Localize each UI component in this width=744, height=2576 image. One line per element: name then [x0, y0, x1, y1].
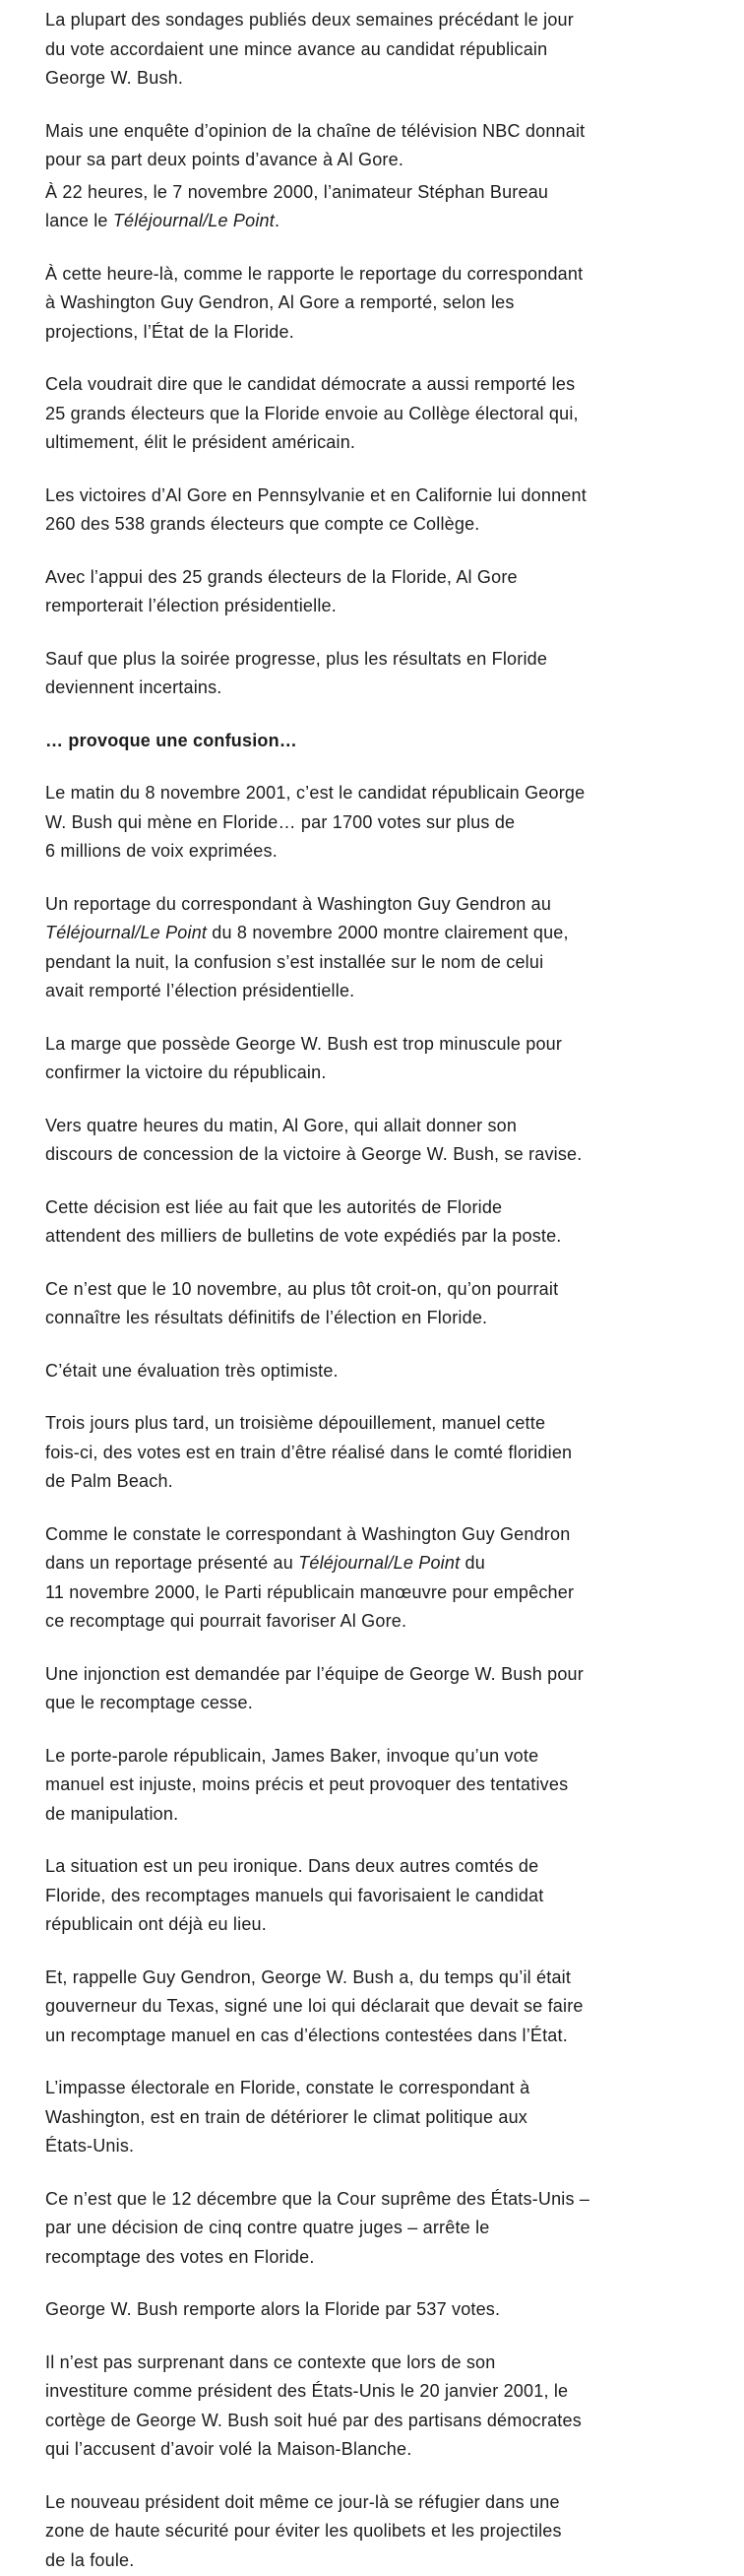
text-run: Ce n’est que le 12 décembre que la Cour suprême des États-Unis – — [45, 2188, 590, 2209]
article-paragraph — [45, 482, 707, 540]
article-paragraph — [45, 1030, 707, 1088]
text-run: ce recomptage qui pourrait favoriser Al Gore. — [45, 1611, 407, 1631]
text-run: La situation est un peu ironique. Dans deux autres comtés de — [45, 1856, 539, 1876]
text-run: du — [460, 1553, 485, 1573]
text-run: L’impasse électorale en Floride, constate le correspondant à — [45, 2078, 530, 2097]
article-paragraph — [45, 260, 707, 348]
text-run: confirmer la victoire du républicain. — [45, 1063, 327, 1082]
text-run: États-Unis. — [45, 2136, 135, 2156]
text-run: Vers quatre heures du matin, Al Gore, qui allait donner son — [45, 1115, 518, 1135]
text-run: pendant la nuit, la confusion s’est installée sur le nom de celui — [45, 951, 544, 972]
text-run: par une décision de cinq contre quatre juges – arrête le — [45, 2218, 490, 2237]
text-run: Comme le constate le correspondant à Washington Guy Gendron — [45, 1523, 571, 1544]
text-run: qui l’accusent d’avoir volé la Maison-Blanche. — [45, 2439, 412, 2459]
text-run: attendent des milliers de bulletins de vote expédiés par la poste. — [45, 1226, 562, 1246]
text-run: connaître les résultats définitifs de l’élection en Floride. — [45, 1308, 488, 1327]
article-paragraph — [45, 117, 707, 175]
italic-text-run: Téléjournal/Le Point — [45, 923, 208, 942]
text-run: pour sa part deux points d’avance à Al Gore. — [45, 150, 404, 169]
text-run: Et, rappelle Guy Gendron, George W. Bush a, du temps qu’il était — [45, 1966, 572, 1987]
text-run: George W. Bush remporte alors la Floride par 537 votes. — [45, 2299, 501, 2319]
text-run: 11 novembre 2000, le Parti républicain manœuvre pour empêcher — [45, 1581, 575, 1602]
article-paragraph — [45, 2185, 707, 2273]
article-paragraph — [45, 1852, 707, 1940]
text-run: remporterait l’élection présidentielle. — [45, 596, 337, 615]
text-run: de Palm Beach. — [45, 1471, 173, 1491]
article-paragraph — [45, 6, 707, 94]
text-run: Le nouveau président doit même ce jour-là se réfugier dans une — [45, 2491, 560, 2512]
text-run: Le matin du 8 novembre 2001, c’est le candidat républicain George — [45, 783, 586, 803]
article-paragraph — [45, 1193, 707, 1252]
text-run: zone de haute sécurité pour éviter les quolibets et les projectiles — [45, 2521, 562, 2541]
text-run: George W. Bush. — [45, 68, 184, 88]
text-run: À 22 heures, le 7 novembre 2000, l’animateur Stéphan Bureau — [45, 181, 549, 202]
text-run: fois-ci, des votes est en train d’être réalisé dans le comté floridien — [45, 1442, 573, 1462]
article-paragraph — [45, 1742, 707, 1830]
article-paragraph — [45, 1409, 707, 1497]
article-paragraph — [45, 2349, 707, 2465]
text-run: républicain ont déjà eu lieu. — [45, 1914, 267, 1934]
text-run: Floride, des recomptages manuels qui favorisaient le candidat — [45, 1885, 544, 1905]
article-paragraph — [45, 2295, 707, 2325]
article-paragraph — [45, 645, 707, 703]
text-run: Mais une enquête d’opinion de la chaîne de télévision NBC donnait — [45, 120, 586, 141]
text-run: Cette décision est liée au fait que les autorités de Floride — [45, 1196, 503, 1217]
article-paragraph — [45, 1112, 707, 1170]
article-paragraph — [45, 890, 707, 1006]
article-paragraph — [45, 1964, 707, 2051]
text-run: Trois jours plus tard, un troisième dépouillement, manuel cette — [45, 1413, 546, 1433]
article-paragraph — [45, 1520, 707, 1637]
article-paragraph — [45, 370, 707, 458]
text-run: Il n’est pas surprenant dans ce contexte que lors de son — [45, 2351, 496, 2372]
article-paragraph — [45, 178, 707, 236]
text-run: Les victoires d’Al Gore en Pennsylvanie et en Californie lui donnent — [45, 484, 587, 505]
article-paragraph — [45, 779, 707, 867]
text-run: lance le — [45, 211, 113, 230]
text-run: à Washington Guy Gendron, Al Gore a remporté, selon les — [45, 292, 515, 312]
text-run: Une injonction est demandée par l’équipe de George W. Bush pour — [45, 1663, 584, 1684]
text-run: de manipulation. — [45, 1803, 179, 1824]
section-heading — [45, 727, 707, 756]
text-run: manuel est injuste, moins précis et peut provoquer des tentatives — [45, 1774, 569, 1794]
text-run: Ce n’est que le 10 novembre, au plus tôt croit-on, qu’on pourrait — [45, 1278, 559, 1299]
italic-text-run: Téléjournal/Le Point — [112, 211, 275, 230]
text-run: cortège de George W. Bush soit hué par des partisans démocrates — [45, 2410, 582, 2430]
article-paragraph — [45, 2488, 707, 2576]
text-run: deviennent incertains. — [45, 677, 222, 697]
text-run: La plupart des sondages publiés deux semaines précédant le jour — [45, 10, 574, 30]
text-run: un recomptage manuel en cas d’élections contestées dans l’État. — [45, 2025, 568, 2045]
text-run: Le porte-parole républicain, James Baker, invoque qu’un vote — [45, 1745, 539, 1766]
article-paragraph — [45, 563, 707, 621]
text-run: de la foule. — [45, 2549, 135, 2570]
text-run: gouverneur du Texas, signé une loi qui déclarait que devait se faire — [45, 1996, 584, 2016]
italic-text-run: Téléjournal/Le Point — [298, 1553, 461, 1573]
text-run: projections, l’État de la Floride. — [45, 321, 294, 342]
text-run: 6 millions de voix exprimées. — [45, 841, 278, 861]
text-run: À cette heure-là, comme le rapporte le reportage du correspondant — [45, 263, 584, 284]
text-run: dans un reportage présenté au — [45, 1553, 299, 1573]
article-paragraph — [45, 2074, 707, 2161]
text-run: Sauf que plus la soirée progresse, plus les résultats en Floride — [45, 648, 548, 669]
text-run: du vote accordaient une mince avance au candidat républicain — [45, 38, 548, 59]
text-run: recomptage des votes en Floride. — [45, 2246, 315, 2267]
text-run: investiture comme président des États-Unis le 20 janvier 2001, le — [45, 2381, 569, 2401]
text-run: discours de concession de la victoire à George W. Bush, se ravise. — [45, 1144, 583, 1164]
text-run: 260 des 538 grands électeurs que compte ce Collège. — [45, 514, 480, 534]
article-paragraph — [45, 1357, 707, 1386]
text-run: que le recomptage cesse. — [45, 1693, 253, 1712]
text-run: W. Bush qui mène en Floride… par 1700 votes sur plus de — [45, 811, 516, 832]
text-run: Un reportage du correspondant à Washington Guy Gendron au — [45, 893, 552, 914]
article-paragraph — [45, 1275, 707, 1333]
text-run: avait remporté l’élection présidentielle. — [45, 981, 355, 1000]
text-run: du 8 novembre 2000 montre clairement que, — [207, 923, 569, 942]
text-run: Avec l’appui des 25 grands électeurs de la Floride, Al Gore — [45, 566, 518, 587]
text-run: Cela voudrait dire que le candidat démocrate a aussi remporté les — [45, 374, 576, 394]
text-run: ultimement, élit le président américain. — [45, 432, 356, 452]
text-run: C’était une évaluation très optimiste. — [45, 1360, 339, 1381]
text-run: La marge que possède George W. Bush est trop minuscule pour — [45, 1033, 563, 1054]
text-run: … provoque une confusion… — [45, 730, 297, 750]
text-run: . — [274, 211, 280, 230]
article-paragraph — [45, 1660, 707, 1718]
text-run: 25 grands électeurs que la Floride envoie au Collège électoral qui, — [45, 403, 579, 423]
text-run: Washington, est en train de détériorer le climat politique aux — [45, 2106, 527, 2127]
